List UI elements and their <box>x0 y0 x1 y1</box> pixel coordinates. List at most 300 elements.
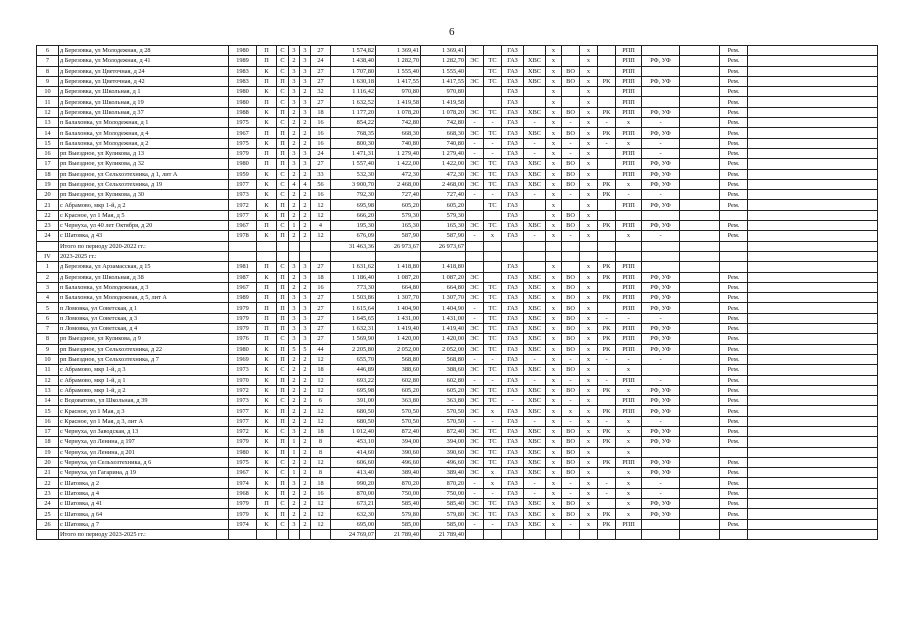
cell-heat-supply: ТС <box>484 509 502 519</box>
cell-empty-cell <box>680 107 720 117</box>
cell-living-area: 2 052,00 <box>376 344 421 354</box>
cell-row-number: 2 <box>37 272 59 282</box>
cell-floors: 2 <box>289 128 300 138</box>
cell-hot-water: х <box>546 457 562 467</box>
cell-repair-note: Рем. <box>720 221 748 231</box>
cell-wall-material <box>257 251 277 261</box>
cell-apartments: 27 <box>311 303 331 313</box>
cell-gas-supply: ГАЗ <box>502 128 524 138</box>
cell-elevator-work: РПП <box>616 107 642 117</box>
cell-total-area: 632,30 <box>331 509 376 519</box>
cell-wall-material: П <box>257 76 277 86</box>
cell-roof-type: П <box>277 76 289 86</box>
cell-address: Итого по периоду 2023-2025 гг.: <box>59 529 229 539</box>
summary-row <box>37 529 878 539</box>
cell-electric-supply <box>466 262 484 272</box>
cell-empty-cell <box>680 303 720 313</box>
cell-living-area: 165,30 <box>376 221 421 231</box>
cell-wall-material: П <box>257 262 277 272</box>
cell-empty-cell <box>680 179 720 189</box>
cell-repair-note: Рем. <box>720 231 748 241</box>
cell-basement-work <box>598 159 616 169</box>
table-row <box>37 416 878 426</box>
cell-roof-type: П <box>277 148 289 158</box>
table-row <box>37 46 878 56</box>
cell-empty-cell <box>748 169 878 179</box>
cell-heat-supply: - <box>484 190 502 200</box>
cell-cold-water: ХВС <box>524 221 546 231</box>
cell-address: с Шатовка, д 2 <box>59 478 229 488</box>
cell-apartments: 12 <box>311 200 331 210</box>
cell-year-built: 1980 <box>229 447 257 457</box>
cell-empty-cell <box>680 313 720 323</box>
cell-wall-material: П <box>257 148 277 158</box>
cell-total-area: 870,00 <box>331 488 376 498</box>
cell-repair-note: Рем. <box>720 354 748 364</box>
cell-roof-type: П <box>277 128 289 138</box>
cell-cold-water <box>524 529 546 539</box>
cell-hot-water: х <box>546 509 562 519</box>
cell-address: п Балахонка, ул Молодежная, д 1 <box>59 118 229 128</box>
cell-empty-cell <box>748 334 878 344</box>
cell-empty-cell <box>680 87 720 97</box>
cell-empty-cell <box>748 241 878 251</box>
cell-living-area: 602,80 <box>376 375 421 385</box>
table-row <box>37 138 878 148</box>
cell-water-disposal: ВО <box>562 179 580 189</box>
cell-row-number: 17 <box>37 159 59 169</box>
cell-electric-supply: - <box>466 354 484 364</box>
cell-row-number: 7 <box>37 324 59 334</box>
cell-empty-cell <box>680 46 720 56</box>
cell-row-number: 20 <box>37 190 59 200</box>
cell-gas-supply: ГАЗ <box>502 210 524 220</box>
cell-living-area: 727,40 <box>376 190 421 200</box>
cell-heat-supply: ТС <box>484 396 502 406</box>
cell-floors: 2 <box>289 488 300 498</box>
cell-floors: 2 <box>289 385 300 395</box>
cell-repair-note: Рем. <box>720 396 748 406</box>
cell-year-built: 1979 <box>229 437 257 447</box>
cell-repair-note <box>720 262 748 272</box>
cell-empty-cell <box>680 416 720 426</box>
cell-elevator-work: х <box>616 468 642 478</box>
cell-empty-cell <box>748 251 878 261</box>
cell-entrances: 2 <box>300 406 311 416</box>
cell-roof-type: П <box>277 293 289 303</box>
cell-residential-area: 1 282,70 <box>421 56 466 66</box>
cell-cold-water <box>524 262 546 272</box>
cell-cold-water: ХВС <box>524 447 546 457</box>
cell-empty-cell <box>748 118 878 128</box>
cell-residential-area: 870,20 <box>421 478 466 488</box>
cell-elevator-work: РПП <box>616 406 642 416</box>
cell-water-disposal: - <box>562 118 580 128</box>
table-row <box>37 221 878 231</box>
cell-row-number: 19 <box>37 447 59 457</box>
cell-cold-water: - <box>524 416 546 426</box>
cell-floors: 2 <box>289 282 300 292</box>
cell-roof-work: х <box>580 107 598 117</box>
cell-cold-water <box>524 46 546 56</box>
cell-apartments: 16 <box>311 488 331 498</box>
cell-hot-water: х <box>546 365 562 375</box>
cell-basement-work: РК <box>598 262 616 272</box>
cell-facade-work: - <box>642 118 680 128</box>
cell-facade-work: РФ, УФ <box>642 426 680 436</box>
cell-elevator-work: х <box>616 499 642 509</box>
cell-residential-area: 472,30 <box>421 169 466 179</box>
cell-cold-water: - <box>524 148 546 158</box>
cell-row-number: 6 <box>37 313 59 323</box>
cell-empty-cell <box>680 221 720 231</box>
cell-living-area: 388,60 <box>376 365 421 375</box>
cell-cold-water: ХВС <box>524 396 546 406</box>
cell-heat-supply: - <box>484 138 502 148</box>
cell-electric-supply: - <box>466 138 484 148</box>
cell-roof-type: П <box>277 210 289 220</box>
cell-total-area: 854,22 <box>331 118 376 128</box>
table-row <box>37 128 878 138</box>
cell-floors: 3 <box>289 293 300 303</box>
cell-cold-water: ХВС <box>524 385 546 395</box>
cell-cold-water <box>524 97 546 107</box>
cell-gas-supply: - <box>502 396 524 406</box>
cell-electric-supply: ЭС <box>466 365 484 375</box>
cell-empty-cell <box>680 241 720 251</box>
cell-roof-work: х <box>580 46 598 56</box>
cell-repair-note: Рем. <box>720 468 748 478</box>
cell-address: с Чернуха, ул Заводская, д 13 <box>59 426 229 436</box>
cell-address: рп Выездное, ул Куликова, д 9 <box>59 334 229 344</box>
cell-wall-material: П <box>257 282 277 292</box>
cell-elevator-work: РПП <box>616 375 642 385</box>
cell-roof-work: х <box>580 426 598 436</box>
cell-year-built: 1968 <box>229 488 257 498</box>
cell-empty-cell <box>680 272 720 282</box>
cell-living-area: 1 404,90 <box>376 303 421 313</box>
cell-entrances: 3 <box>300 303 311 313</box>
cell-apartments: 18 <box>311 478 331 488</box>
cell-year-built <box>229 241 257 251</box>
cell-empty-cell <box>680 426 720 436</box>
cell-roof-work: х <box>580 499 598 509</box>
cell-empty-cell <box>680 457 720 467</box>
cell-living-area: 585,40 <box>376 499 421 509</box>
cell-hot-water: х <box>546 478 562 488</box>
cell-entrances <box>300 241 311 251</box>
cell-cold-water: ХВС <box>524 107 546 117</box>
cell-facade-work: РФ, УФ <box>642 179 680 189</box>
cell-facade-work <box>642 519 680 529</box>
cell-entrances: 2 <box>300 437 311 447</box>
cell-electric-supply: - <box>466 488 484 498</box>
cell-apartments: 27 <box>311 46 331 56</box>
cell-empty-cell <box>748 303 878 313</box>
cell-electric-supply: ЭС <box>466 499 484 509</box>
cell-empty-cell <box>748 365 878 375</box>
cell-roof-work: х <box>580 169 598 179</box>
cell-cold-water: ХВС <box>524 159 546 169</box>
cell-total-area: 1 116,42 <box>331 87 376 97</box>
cell-wall-material: П <box>257 313 277 323</box>
cell-address: с Шатовка, д 43 <box>59 231 229 241</box>
cell-repair-note: Рем. <box>720 169 748 179</box>
cell-cold-water: ХВС <box>524 334 546 344</box>
cell-floors <box>289 241 300 251</box>
cell-floors: 3 <box>289 148 300 158</box>
cell-facade-work: РФ, УФ <box>642 396 680 406</box>
cell-hot-water: х <box>546 354 562 364</box>
cell-repair-note <box>720 241 748 251</box>
cell-basement-work <box>598 251 616 261</box>
cell-elevator-work: РПП <box>616 272 642 282</box>
cell-floors: 3 <box>289 159 300 169</box>
cell-cold-water: ХВС <box>524 468 546 478</box>
cell-living-area: 742,80 <box>376 118 421 128</box>
cell-heat-supply: х <box>484 478 502 488</box>
cell-living-area: 587,90 <box>376 231 421 241</box>
cell-electric-supply: ЭС <box>466 107 484 117</box>
cell-hot-water: х <box>546 159 562 169</box>
cell-entrances: 2 <box>300 365 311 375</box>
cell-apartments: 6 <box>311 396 331 406</box>
cell-hot-water: х <box>546 324 562 334</box>
cell-water-disposal: ВО <box>562 159 580 169</box>
cell-empty-cell <box>680 324 720 334</box>
cell-residential-area: 568,80 <box>421 354 466 364</box>
cell-gas-supply: ГАЗ <box>502 148 524 158</box>
cell-roof-work: х <box>580 375 598 385</box>
cell-gas-supply: ГАЗ <box>502 179 524 189</box>
cell-hot-water: х <box>546 426 562 436</box>
cell-water-disposal: ВО <box>562 468 580 478</box>
cell-cold-water <box>524 210 546 220</box>
cell-wall-material: К <box>257 365 277 375</box>
cell-entrances: 3 <box>300 97 311 107</box>
cell-wall-material: К <box>257 468 277 478</box>
cell-roof-work: х <box>580 447 598 457</box>
cell-living-area: 579,30 <box>376 210 421 220</box>
cell-roof-work: х <box>580 293 598 303</box>
cell-wall-material: П <box>257 56 277 66</box>
cell-empty-cell <box>680 354 720 364</box>
cell-roof-work: х <box>580 344 598 354</box>
cell-basement-work: РК <box>598 437 616 447</box>
cell-gas-supply: ГАЗ <box>502 303 524 313</box>
cell-residential-area: 727,40 <box>421 190 466 200</box>
cell-entrances <box>300 251 311 261</box>
cell-electric-supply: - <box>466 478 484 488</box>
cell-address: п Ломовка, ул Советская, д 3 <box>59 313 229 323</box>
cell-row-number: 9 <box>37 344 59 354</box>
cell-living-area: 1 431,00 <box>376 313 421 323</box>
cell-hot-water: х <box>546 66 562 76</box>
cell-repair-note: Рем. <box>720 488 748 498</box>
cell-total-area: 195,30 <box>331 221 376 231</box>
cell-roof-type: С <box>277 97 289 107</box>
cell-living-area: 740,80 <box>376 138 421 148</box>
cell-apartments: 18 <box>311 107 331 117</box>
cell-heat-supply: ТС <box>484 385 502 395</box>
cell-address: рп Выездное, ул Куликова, д 30 <box>59 190 229 200</box>
cell-empty-cell <box>748 190 878 200</box>
cell-roof-type: С <box>277 457 289 467</box>
cell-elevator-work: х <box>616 385 642 395</box>
cell-residential-area: 570,50 <box>421 406 466 416</box>
cell-electric-supply: ЭС <box>466 437 484 447</box>
cell-living-area: 750,00 <box>376 488 421 498</box>
cell-heat-supply: ТС <box>484 179 502 189</box>
cell-roof-work: х <box>580 354 598 364</box>
cell-heat-supply: - <box>484 118 502 128</box>
cell-repair-note: Рем. <box>720 365 748 375</box>
cell-cold-water: ХВС <box>524 406 546 416</box>
cell-year-built: 1979 <box>229 303 257 313</box>
cell-wall-material: К <box>257 396 277 406</box>
cell-total-area: 446,89 <box>331 365 376 375</box>
cell-cold-water <box>524 241 546 251</box>
cell-electric-supply: ЭС <box>466 447 484 457</box>
cell-empty-cell <box>748 519 878 529</box>
cell-living-area: 363,80 <box>376 396 421 406</box>
cell-total-area: 768,35 <box>331 128 376 138</box>
cell-floors: 2 <box>289 107 300 117</box>
cell-entrances: 3 <box>300 313 311 323</box>
cell-facade-work <box>642 66 680 76</box>
cell-repair-note: Рем. <box>720 107 748 117</box>
cell-hot-water: х <box>546 437 562 447</box>
cell-residential-area: 1 418,80 <box>421 262 466 272</box>
table-row <box>37 447 878 457</box>
cell-empty-cell <box>748 499 878 509</box>
cell-heat-supply: х <box>484 231 502 241</box>
cell-empty-cell <box>748 87 878 97</box>
cell-roof-type: С <box>277 66 289 76</box>
cell-residential-area: 579,30 <box>421 210 466 220</box>
table-row <box>37 87 878 97</box>
cell-empty-cell <box>748 272 878 282</box>
cell-empty-cell <box>680 447 720 457</box>
cell-facade-work: - <box>642 354 680 364</box>
cell-floors: 1 <box>289 447 300 457</box>
cell-basement-work <box>598 46 616 56</box>
cell-heat-supply: - <box>484 148 502 158</box>
cell-entrances: 2 <box>300 478 311 488</box>
cell-entrances: 3 <box>300 148 311 158</box>
cell-facade-work: РФ, УФ <box>642 303 680 313</box>
cell-facade-work <box>642 251 680 261</box>
cell-heat-supply: ТС <box>484 128 502 138</box>
cell-residential-area: 394,00 <box>421 437 466 447</box>
cell-water-disposal: ВО <box>562 66 580 76</box>
cell-roof-work: х <box>580 406 598 416</box>
cell-heat-supply: ТС <box>484 437 502 447</box>
cell-address: рп Выездное, ул Сельхозтехника, д 22 <box>59 344 229 354</box>
cell-entrances: 2 <box>300 499 311 509</box>
cell-roof-type: С <box>277 118 289 128</box>
cell-empty-cell <box>748 221 878 231</box>
cell-living-area: 1 282,70 <box>376 56 421 66</box>
cell-year-built: 1977 <box>229 179 257 189</box>
cell-residential-area: 1 078,20 <box>421 107 466 117</box>
cell-address: рп Выездное, ул Сельхозтехника, д 7 <box>59 354 229 364</box>
cell-roof-work: х <box>580 396 598 406</box>
cell-water-disposal: - <box>562 416 580 426</box>
cell-water-disposal: ВО <box>562 365 580 375</box>
cell-empty-cell <box>748 107 878 117</box>
cell-year-built: 1989 <box>229 56 257 66</box>
cell-basement-work <box>598 97 616 107</box>
cell-basement-work: - <box>598 118 616 128</box>
cell-basement-work <box>598 447 616 457</box>
cell-living-area: 1 087,20 <box>376 272 421 282</box>
cell-floors: 5 <box>289 344 300 354</box>
cell-electric-supply: ЭС <box>466 344 484 354</box>
cell-heat-supply <box>484 97 502 107</box>
cell-floors: 2 <box>289 354 300 364</box>
cell-elevator-work: РПП <box>616 159 642 169</box>
cell-wall-material: К <box>257 426 277 436</box>
cell-elevator-work: РПП <box>616 324 642 334</box>
cell-repair-note: Рем. <box>720 200 748 210</box>
cell-entrances: 2 <box>300 426 311 436</box>
cell-address: с Шатовка, д 7 <box>59 519 229 529</box>
cell-wall-material: П <box>257 499 277 509</box>
cell-elevator-work: РПП <box>616 303 642 313</box>
cell-living-area: 570,50 <box>376 406 421 416</box>
cell-water-disposal <box>562 97 580 107</box>
cell-floors <box>289 251 300 261</box>
cell-basement-work: - <box>598 354 616 364</box>
cell-water-disposal: ВО <box>562 169 580 179</box>
cell-water-disposal <box>562 529 580 539</box>
cell-row-number: 8 <box>37 66 59 76</box>
cell-year-built: 1980 <box>229 344 257 354</box>
cell-basement-work: РК <box>598 426 616 436</box>
cell-electric-supply: - <box>466 313 484 323</box>
cell-residential-area: 1 419,40 <box>421 324 466 334</box>
cell-elevator-work: РПП <box>616 282 642 292</box>
cell-gas-supply: ГАЗ <box>502 406 524 416</box>
cell-water-disposal: ВО <box>562 437 580 447</box>
cell-elevator-work: РПП <box>616 128 642 138</box>
cell-water-disposal: ВО <box>562 385 580 395</box>
cell-year-built: 1977 <box>229 406 257 416</box>
cell-elevator-work: РПП <box>616 293 642 303</box>
cell-electric-supply: - <box>466 303 484 313</box>
cell-gas-supply: ГАЗ <box>502 282 524 292</box>
cell-apartments: 4 <box>311 221 331 231</box>
cell-address: с Чернуха, ул Ленина, д 197 <box>59 437 229 447</box>
cell-hot-water: х <box>546 303 562 313</box>
cell-roof-work: х <box>580 519 598 529</box>
cell-total-area: 453,10 <box>331 437 376 447</box>
cell-residential-area: 579,80 <box>421 509 466 519</box>
cell-cold-water: ХВС <box>524 293 546 303</box>
cell-empty-cell <box>748 159 878 169</box>
cell-water-disposal: ВО <box>562 344 580 354</box>
cell-repair-note: Рем. <box>720 282 748 292</box>
cell-year-built: 1988 <box>229 107 257 117</box>
cell-total-area: 990,20 <box>331 478 376 488</box>
cell-total-area: 1 630,18 <box>331 76 376 86</box>
cell-floors: 4 <box>289 179 300 189</box>
cell-repair-note: Рем. <box>720 190 748 200</box>
cell-living-area <box>376 251 421 261</box>
cell-gas-supply: ГАЗ <box>502 97 524 107</box>
cell-year-built: 1989 <box>229 293 257 303</box>
